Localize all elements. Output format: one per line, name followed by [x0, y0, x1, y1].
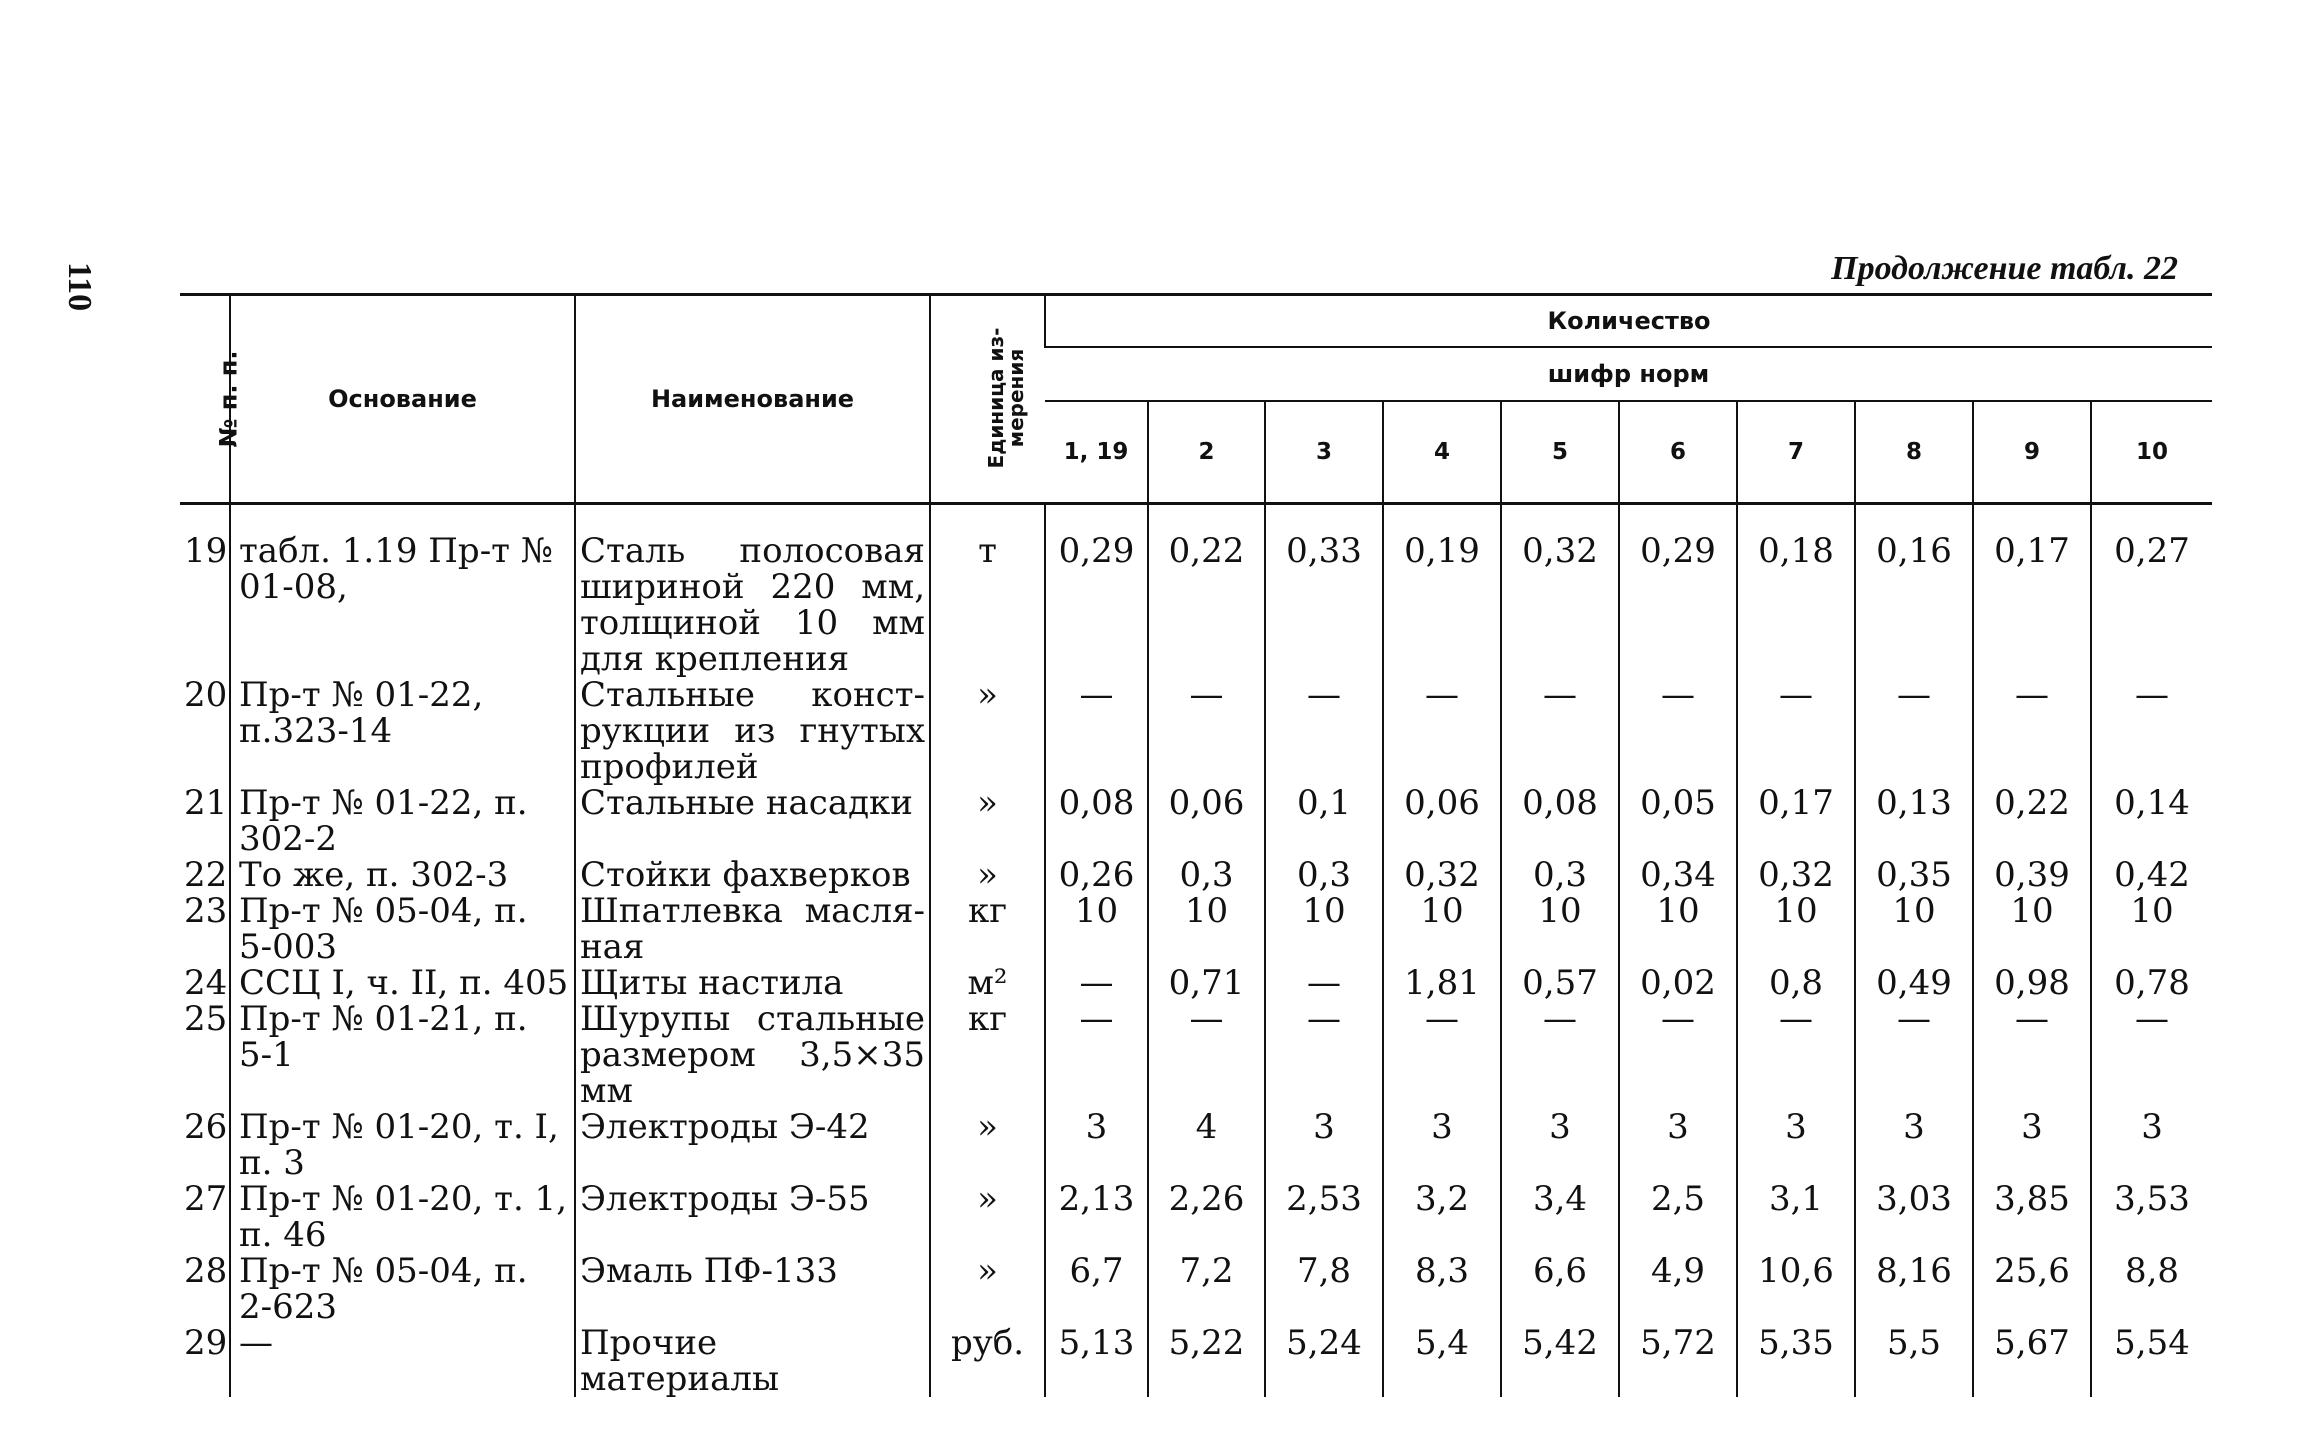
row-value: —	[1737, 1001, 1855, 1109]
row-unit: »	[930, 1181, 1045, 1253]
row-value: 0,08	[1501, 785, 1619, 857]
row-value: 3,4	[1501, 1181, 1619, 1253]
row-value: 3	[1265, 1109, 1383, 1181]
row-value: —	[1855, 677, 1973, 785]
row-name: Щиты настила	[575, 965, 930, 1001]
row-value: 10	[1265, 893, 1383, 965]
row-value: 5,5	[1855, 1325, 1973, 1397]
row-basis: Пр-т № 01-20, т. 1, п. 46	[230, 1181, 575, 1253]
row-basis: Пр-т № 01-22, п. 302-2	[230, 785, 575, 857]
row-value: —	[1501, 677, 1619, 785]
row-value: —	[1973, 677, 2091, 785]
row-value: 10	[1045, 893, 1148, 965]
row-number: 28	[184, 1251, 228, 1291]
row-value: 5,42	[1501, 1325, 1619, 1397]
row-name: Электроды Э-55	[575, 1181, 930, 1253]
row-value: 4	[1148, 1109, 1265, 1181]
header-name: Наименование	[575, 295, 930, 504]
row-value: 1,81	[1383, 965, 1501, 1001]
row-value: 8,16	[1855, 1253, 1973, 1325]
row-basis: То же, п. 302-3	[230, 857, 575, 893]
row-value: —	[2091, 1001, 2212, 1109]
table-caption: Продолжение табл. 22	[1831, 250, 2178, 287]
row-number: 23	[184, 891, 228, 931]
row-value: 0,06	[1383, 785, 1501, 857]
row-value: 0,14	[2091, 785, 2212, 857]
row-value: 3	[1737, 1109, 1855, 1181]
header-norm-code: 2	[1148, 401, 1265, 504]
page-number: 110	[61, 262, 98, 312]
row-value: —	[1265, 965, 1383, 1001]
row-value: 3	[1501, 1109, 1619, 1181]
row-value: 0,08	[1045, 785, 1148, 857]
row-unit: т	[930, 504, 1045, 678]
table-row	[180, 893, 2212, 965]
table-row	[180, 677, 2212, 785]
row-unit: »	[930, 1253, 1045, 1325]
row-number: 24	[184, 963, 228, 1003]
row-value: 0,26	[1045, 857, 1148, 893]
table-row	[180, 1109, 2212, 1181]
row-value: 0,32	[1501, 504, 1619, 678]
row-value: 10	[1148, 893, 1265, 965]
row-value: —	[1045, 1001, 1148, 1109]
row-number: 26	[184, 1107, 228, 1147]
table-row	[180, 1001, 2212, 1109]
row-value: 10	[1383, 893, 1501, 965]
row-value: 0,49	[1855, 965, 1973, 1001]
row-value: 7,8	[1265, 1253, 1383, 1325]
row-basis: Пр-т № 01-21, п. 5-1	[230, 1001, 575, 1109]
row-value: 10	[1973, 893, 2091, 965]
row-unit: м²	[930, 965, 1045, 1001]
table-row	[180, 504, 2212, 678]
row-value: 3,03	[1855, 1181, 1973, 1253]
row-value: 0,57	[1501, 965, 1619, 1001]
row-value: 8,3	[1383, 1253, 1501, 1325]
row-value: 10	[2091, 893, 2212, 965]
header-norm-code: 9	[1973, 401, 2091, 504]
row-name: Сталь полосовая шириной 220 мм, толщиной 10 мм для крепления	[575, 504, 930, 678]
row-value: 3	[1383, 1109, 1501, 1181]
row-unit: »	[930, 785, 1045, 857]
row-name: Прочие материалы	[575, 1325, 930, 1397]
header-num	[180, 295, 243, 504]
row-value: 3,85	[1973, 1181, 2091, 1253]
row-unit: »	[930, 677, 1045, 785]
row-value: 5,72	[1619, 1325, 1737, 1397]
row-value: 0,3	[1265, 857, 1383, 893]
row-value: 0,17	[1737, 785, 1855, 857]
row-value: 5,67	[1973, 1325, 2091, 1397]
row-value: —	[1045, 677, 1148, 785]
row-unit: »	[930, 1109, 1045, 1181]
row-value: 5,54	[2091, 1325, 2212, 1397]
row-basis: Пр-т № 01-20, т. I, п. 3	[230, 1109, 575, 1181]
row-value: 8,8	[2091, 1253, 2212, 1325]
row-basis: Пр-т № 05-04, п. 2-623	[230, 1253, 575, 1325]
materials-table-container	[180, 293, 2190, 1399]
row-value: 5,13	[1045, 1325, 1148, 1397]
row-value: 2,5	[1619, 1181, 1737, 1253]
row-value: 3,2	[1383, 1181, 1501, 1253]
header-quantity: Количество	[1045, 295, 2212, 348]
table-row	[180, 1181, 2212, 1253]
row-value: —	[1501, 1001, 1619, 1109]
row-value: 10,6	[1737, 1253, 1855, 1325]
row-value: 0,32	[1737, 857, 1855, 893]
row-value: 0,1	[1265, 785, 1383, 857]
row-value: 0,17	[1973, 504, 2091, 678]
row-value: 2,26	[1148, 1181, 1265, 1253]
row-value: 0,05	[1619, 785, 1737, 857]
materials-table	[180, 293, 2212, 1397]
row-value: 0,33	[1265, 504, 1383, 678]
row-value: 2,13	[1045, 1181, 1148, 1253]
row-value: 0,22	[1973, 785, 2091, 857]
header-norm-code: 4	[1383, 401, 1501, 504]
row-value: —	[1148, 677, 1265, 785]
row-value: 0,29	[1045, 504, 1148, 678]
row-value: 7,2	[1148, 1253, 1265, 1325]
row-basis: табл. 1.19 Пр-т № 01-08,	[230, 504, 575, 678]
row-value: 5,22	[1148, 1325, 1265, 1397]
row-value: 0,02	[1619, 965, 1737, 1001]
header-cipher: шифр норм	[1045, 347, 2212, 401]
table-body	[180, 504, 2212, 1398]
row-value: 0,06	[1148, 785, 1265, 857]
row-name: Электроды Э-42	[575, 1109, 930, 1181]
row-value: 0,8	[1737, 965, 1855, 1001]
row-value: 3	[2091, 1109, 2212, 1181]
row-value: 0,78	[2091, 965, 2212, 1001]
header-norm-code: 10	[2091, 401, 2212, 504]
table-row	[180, 785, 2212, 857]
row-name: Стальные конст- рукции из гнутых профилей	[575, 677, 930, 785]
row-number: 21	[184, 783, 228, 823]
row-value: 3	[1855, 1109, 1973, 1181]
row-value: 0,22	[1148, 504, 1265, 678]
row-value: 0,16	[1855, 504, 1973, 678]
row-number: 20	[184, 675, 228, 715]
row-value: 5,4	[1383, 1325, 1501, 1397]
table-row	[180, 1253, 2212, 1325]
row-name: Эмаль ПФ-133	[575, 1253, 930, 1325]
header-unit-label: Единица из- мерения	[984, 327, 1028, 468]
row-value: 0,3	[1501, 857, 1619, 893]
row-value: 3,53	[2091, 1181, 2212, 1253]
row-value: 0,27	[2091, 504, 2212, 678]
header-num-label: № п. п.	[214, 350, 243, 448]
row-value: —	[1737, 677, 1855, 785]
row-value: 10	[1619, 893, 1737, 965]
table-row	[180, 965, 2212, 1001]
row-number: 27	[184, 1179, 228, 1219]
row-name: Стальные насадки	[575, 785, 930, 857]
row-value: 10	[1501, 893, 1619, 965]
header-norm-code: 1, 19	[1063, 439, 1129, 465]
row-value: 0,35	[1855, 857, 1973, 893]
row-value: —	[1045, 965, 1148, 1001]
row-value: 25,6	[1973, 1253, 2091, 1325]
row-value: —	[1148, 1001, 1265, 1109]
row-value: 10	[1737, 893, 1855, 965]
row-value: 3,1	[1737, 1181, 1855, 1253]
row-number: 25	[184, 999, 228, 1039]
row-name: Стойки фахверков	[575, 857, 930, 893]
row-value: 6,7	[1045, 1253, 1148, 1325]
header-norm-code: 8	[1855, 401, 1973, 504]
row-value: 4,9	[1619, 1253, 1737, 1325]
row-unit: руб.	[930, 1325, 1045, 1397]
row-unit: кг	[930, 1001, 1045, 1109]
row-value: 0,98	[1973, 965, 2091, 1001]
table-header	[180, 295, 2212, 504]
table-row	[180, 1325, 2212, 1397]
header-norm-code: 6	[1619, 401, 1737, 504]
row-value: —	[1619, 677, 1737, 785]
row-name: Шпатлевка масля- ная	[575, 893, 930, 965]
row-value: 0,29	[1619, 504, 1737, 678]
row-unit: »	[930, 857, 1045, 893]
header-norm-code: 5	[1501, 401, 1619, 504]
row-name: Шурупы стальные размером 3,5×35 мм	[575, 1001, 930, 1109]
row-value: —	[1265, 1001, 1383, 1109]
row-value: 0,34	[1619, 857, 1737, 893]
row-value: 0,19	[1383, 504, 1501, 678]
row-number: 22	[184, 855, 228, 895]
row-value: 3	[1973, 1109, 2091, 1181]
row-basis: Пр-т № 01-22, п.323-14	[230, 677, 575, 785]
row-value: —	[1383, 1001, 1501, 1109]
row-value: 6,6	[1501, 1253, 1619, 1325]
row-value: 0,39	[1973, 857, 2091, 893]
row-value: 0,13	[1855, 785, 1973, 857]
row-basis: Пр-т № 05-04, п. 5-003	[230, 893, 575, 965]
row-value: 3	[1619, 1109, 1737, 1181]
row-value: —	[1855, 1001, 1973, 1109]
row-value: 0,42	[2091, 857, 2212, 893]
header-basis: Основание	[230, 295, 575, 504]
row-value: —	[1383, 677, 1501, 785]
row-value: 0,18	[1737, 504, 1855, 678]
row-basis: —	[230, 1325, 575, 1397]
row-unit: кг	[930, 893, 1045, 965]
header-norm-code: 7	[1737, 401, 1855, 504]
row-value: —	[1265, 677, 1383, 785]
row-value: 2,53	[1265, 1181, 1383, 1253]
row-number: 19	[184, 531, 228, 571]
row-value: —	[2091, 677, 2212, 785]
row-value: 0,3	[1148, 857, 1265, 893]
row-value: 0,71	[1148, 965, 1265, 1001]
row-basis: ССЦ I, ч. II, п. 405	[230, 965, 575, 1001]
row-value: —	[1973, 1001, 2091, 1109]
row-value: 5,35	[1737, 1325, 1855, 1397]
row-value: 10	[1855, 893, 1973, 965]
header-norm-code: 3	[1265, 401, 1383, 504]
row-value: 5,24	[1265, 1325, 1383, 1397]
row-value: —	[1619, 1001, 1737, 1109]
row-value: 3	[1045, 1109, 1148, 1181]
table-row	[180, 857, 2212, 893]
row-value: 0,32	[1383, 857, 1501, 893]
header-unit	[930, 295, 1045, 504]
row-number: 29	[184, 1323, 228, 1363]
